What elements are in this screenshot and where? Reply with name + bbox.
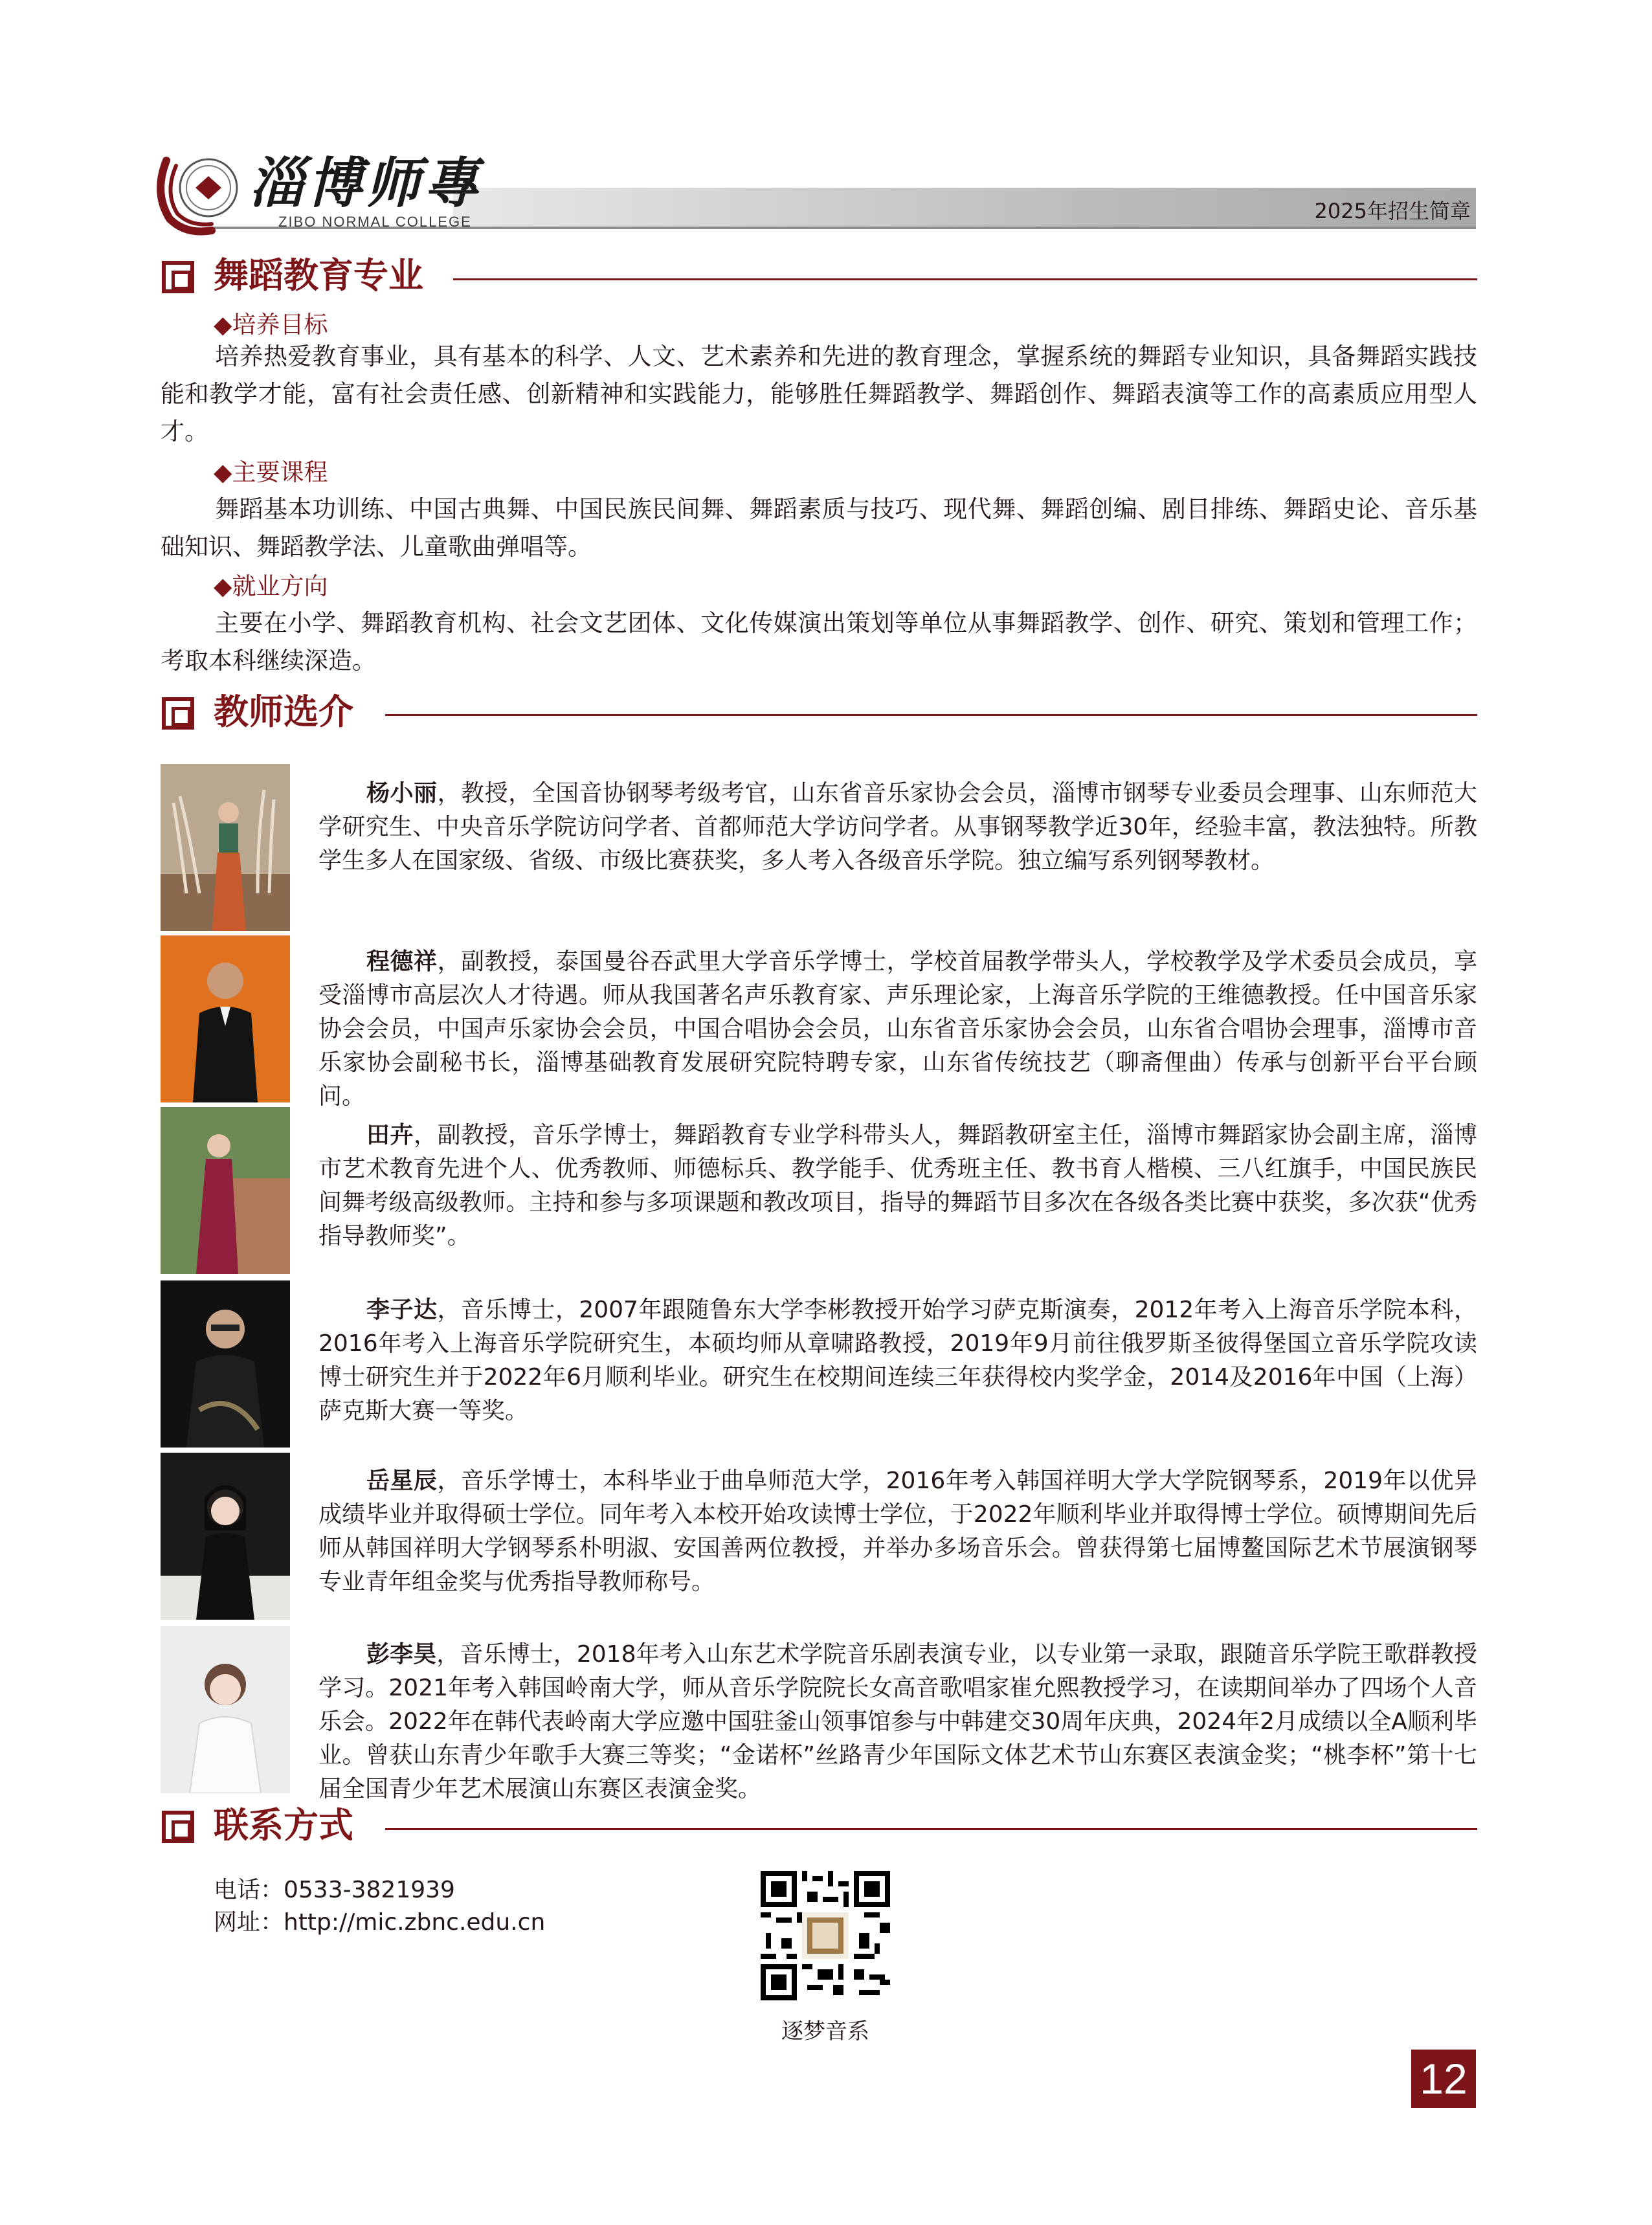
college-wordmark: 淄博师專: [249, 151, 483, 215]
teacher-photo: [161, 1626, 290, 1793]
subheading-courses: ◆主要课程: [214, 458, 328, 486]
qr-code[interactable]: [761, 1871, 890, 2000]
teacher-name: 田卉: [366, 1122, 414, 1148]
section-marker-icon: [162, 697, 194, 730]
teacher-bio: 彭李昊，音乐博士，2018年考入山东艺术学院音乐剧表演专业，以专业第一录取，跟随音乐学院王歌群教授学习。2021年考入韩国岭南大学，师从音乐学院院长女高音歌唱家崔允熙教授学习，在读期间举办了四场个人音乐会。2022年在韩代表岭南大学应邀中国驻釜山领事馆参与中韩建交30周年庆典，2024年2月成绩以全A顺利毕业。曾获山东青少年歌手大赛三等奖；“金诺杯”丝路青少年国际文体艺术节山东赛区表演金奖；“桃李杯”第十七届全国青少年艺术展演山东赛区表演金奖。: [318, 1641, 1477, 1802]
paragraph-courses: 舞蹈基本功训练、中国古典舞、中国民族民间舞、舞蹈素质与技巧、现代舞、舞蹈创编、剧目排练、舞蹈史论、音乐基础知识、舞蹈教学法、儿童歌曲弹唱等。: [161, 495, 1477, 561]
teacher-bio: 杨小丽，教授，全国音协钢琴考级考官，山东省音乐家协会会员，淄博市钢琴专业委员会理事、山东师范大学研究生、中央音乐学院访问学者、首都师范大学访问学者。从事钢琴教学近30年，经验丰富，教法独特。所教学生多人在国家级、省级、市级比赛获奖，多人考入各级音乐学院。独立编写系列钢琴教材。: [318, 780, 1477, 874]
section-rule: [385, 1828, 1477, 1830]
teacher-photo: [161, 1453, 290, 1620]
subheading-career: ◆就业方向: [214, 572, 328, 600]
page-number: 12: [1411, 2050, 1476, 2108]
teacher-photo: [161, 935, 290, 1102]
qr-caption: 逐梦音系: [781, 2018, 869, 2044]
college-english-name: ZIBO NORMAL COLLEGE: [278, 214, 472, 230]
section-title-program: 舞蹈教育专业: [214, 255, 423, 296]
college-emblem-logo: [150, 148, 254, 238]
section-rule: [453, 278, 1477, 280]
teacher-photo: [161, 1280, 290, 1448]
teacher-name: 彭李昊: [366, 1641, 437, 1668]
teacher-name: 李子达: [366, 1297, 438, 1323]
teacher-bio: 李子达，音乐博士，2007年跟随鲁东大学李彬教授开始学习萨克斯演奏，2012年考入上海音乐学院本科，2016年考入上海音乐学院研究生，本硕均师从章啸路教授，2019年9月前往俄罗斯圣彼得堡国立音乐学院攻读博士研究生并于2022年6月顺利毕业。研究生在校期间连续三年获得校内奖学金，2014及2016年中国（上海）萨克斯大赛一等奖。: [318, 1297, 1477, 1424]
section-marker-icon: [162, 1811, 194, 1843]
teacher-photo: [161, 1107, 290, 1274]
paragraph-career: 主要在小学、舞蹈教育机构、社会文艺团体、文化传媒演出策划等单位从事舞蹈教学、创作、研究、策划和管理工作；考取本科继续深造。: [161, 609, 1477, 675]
teacher-bio: 田卉，副教授，音乐学博士，舞蹈教育专业学科带头人，舞蹈教研室主任，淄博市舞蹈家协会副主席，淄博市艺术教育先进个人、优秀教师、师德标兵、教学能手、优秀班主任、教书育人楷模、三八红旗手，中国民族民间舞考级高级教师。主持和参与多项课题和教改项目，指导的舞蹈节目多次在各级各类比赛中获奖，多次获“优秀指导教师奖”。: [318, 1122, 1477, 1249]
brochure-title: 2025年招生简章: [1314, 199, 1471, 223]
section-title-teachers: 教师选介: [214, 691, 353, 732]
teacher-bio: 程德祥，副教授，泰国曼谷吞武里大学音乐学博士，学校首届教学带头人，学校教学及学术委员会成员，享受淄博市高层次人才待遇。师从我国著名声乐教育家、声乐理论家，上海音乐学院的王维德教授。任中国音乐家协会会员，中国声乐家协会会员，中国合唱协会会员，山东省音乐家协会会员，山东省合唱协会理事，淄博市音乐家协会副秘书长，淄博基础教育发展研究院特聘专家，山东省传统技艺（聊斋俚曲）传承与创新平台平台顾问。: [318, 948, 1477, 1110]
teacher-name: 岳星辰: [366, 1468, 438, 1494]
teacher-name: 杨小丽: [366, 780, 438, 807]
paragraph-goal: 培养热爱教育事业，具有基本的科学、人文、艺术素养和先进的教育理念，掌握系统的舞蹈专业知识，具备舞蹈实践技能和教学才能，富有社会责任感、创新精神和实践能力，能够胜任舞蹈教学、舞蹈创作、舞蹈表演等工作的高素质应用型人才。: [161, 342, 1477, 445]
teacher-bio: 岳星辰，音乐学博士，本科毕业于曲阜师范大学，2016年考入韩国祥明大学大学院钢琴系，2019年以优异成绩毕业并取得硕士学位。同年考入本校开始攻读博士学位，于2022年顺利毕业并取得博士学位。硕博期间先后师从韩国祥明大学钢琴系朴明淑、安国善两位教授，并举办多场音乐会。曾获得第七届博鳌国际艺术节展演钢琴专业青年组金奖与优秀指导教师称号。: [318, 1468, 1477, 1595]
teacher-photo: [161, 764, 290, 931]
contact-website-link[interactable]: 网址：http://mic.zbnc.edu.cn: [214, 1909, 546, 1936]
section-title-contact: 联系方式: [214, 1805, 353, 1846]
teacher-name: 程德祥: [366, 948, 438, 975]
contact-phone: 电话：0533-3821939: [214, 1877, 455, 1903]
subheading-goal: ◆培养目标: [214, 311, 328, 339]
section-marker-icon: [162, 261, 194, 293]
section-rule: [385, 714, 1477, 716]
